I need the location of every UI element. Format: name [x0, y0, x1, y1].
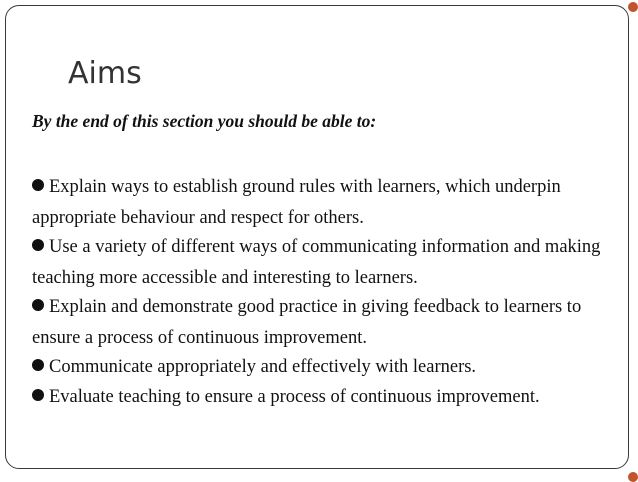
bullet-text: Communicate appropriately and effectively with learners. [49, 357, 477, 377]
bullet-item [32, 232, 622, 293]
top-right-accent-dot [628, 2, 638, 12]
bullet-dot-icon [32, 299, 44, 311]
bullet-dot-icon [32, 239, 44, 251]
bottom-right-accent-dot [628, 472, 638, 482]
bullet-item [32, 172, 622, 233]
bullet-text: Explain and demonstrate good practice in giving feedback to learners to ensure a process of continuous improvement. [32, 297, 582, 348]
bullet-item [32, 292, 622, 353]
bullet-text: Use a variety of different ways of communicating information and making teaching more accessible and interesting to learners. [32, 237, 601, 288]
bullet-item [32, 352, 622, 383]
bullet-dot-icon [32, 359, 44, 371]
aims-bullet-list [32, 172, 622, 411]
bullet-item [32, 382, 622, 413]
bullet-text: Explain ways to establish ground rules with learners, which underpin appropriate behaviour and respect for others. [32, 177, 561, 228]
slide-title: Aims [68, 56, 142, 91]
bullet-dot-icon [32, 179, 44, 191]
bullet-text: Evaluate teaching to ensure a process of continuous improvement. [49, 386, 540, 407]
slide-subtitle: By the end of this section you should be able to: [32, 111, 377, 131]
bullet-dot-icon [32, 389, 44, 401]
